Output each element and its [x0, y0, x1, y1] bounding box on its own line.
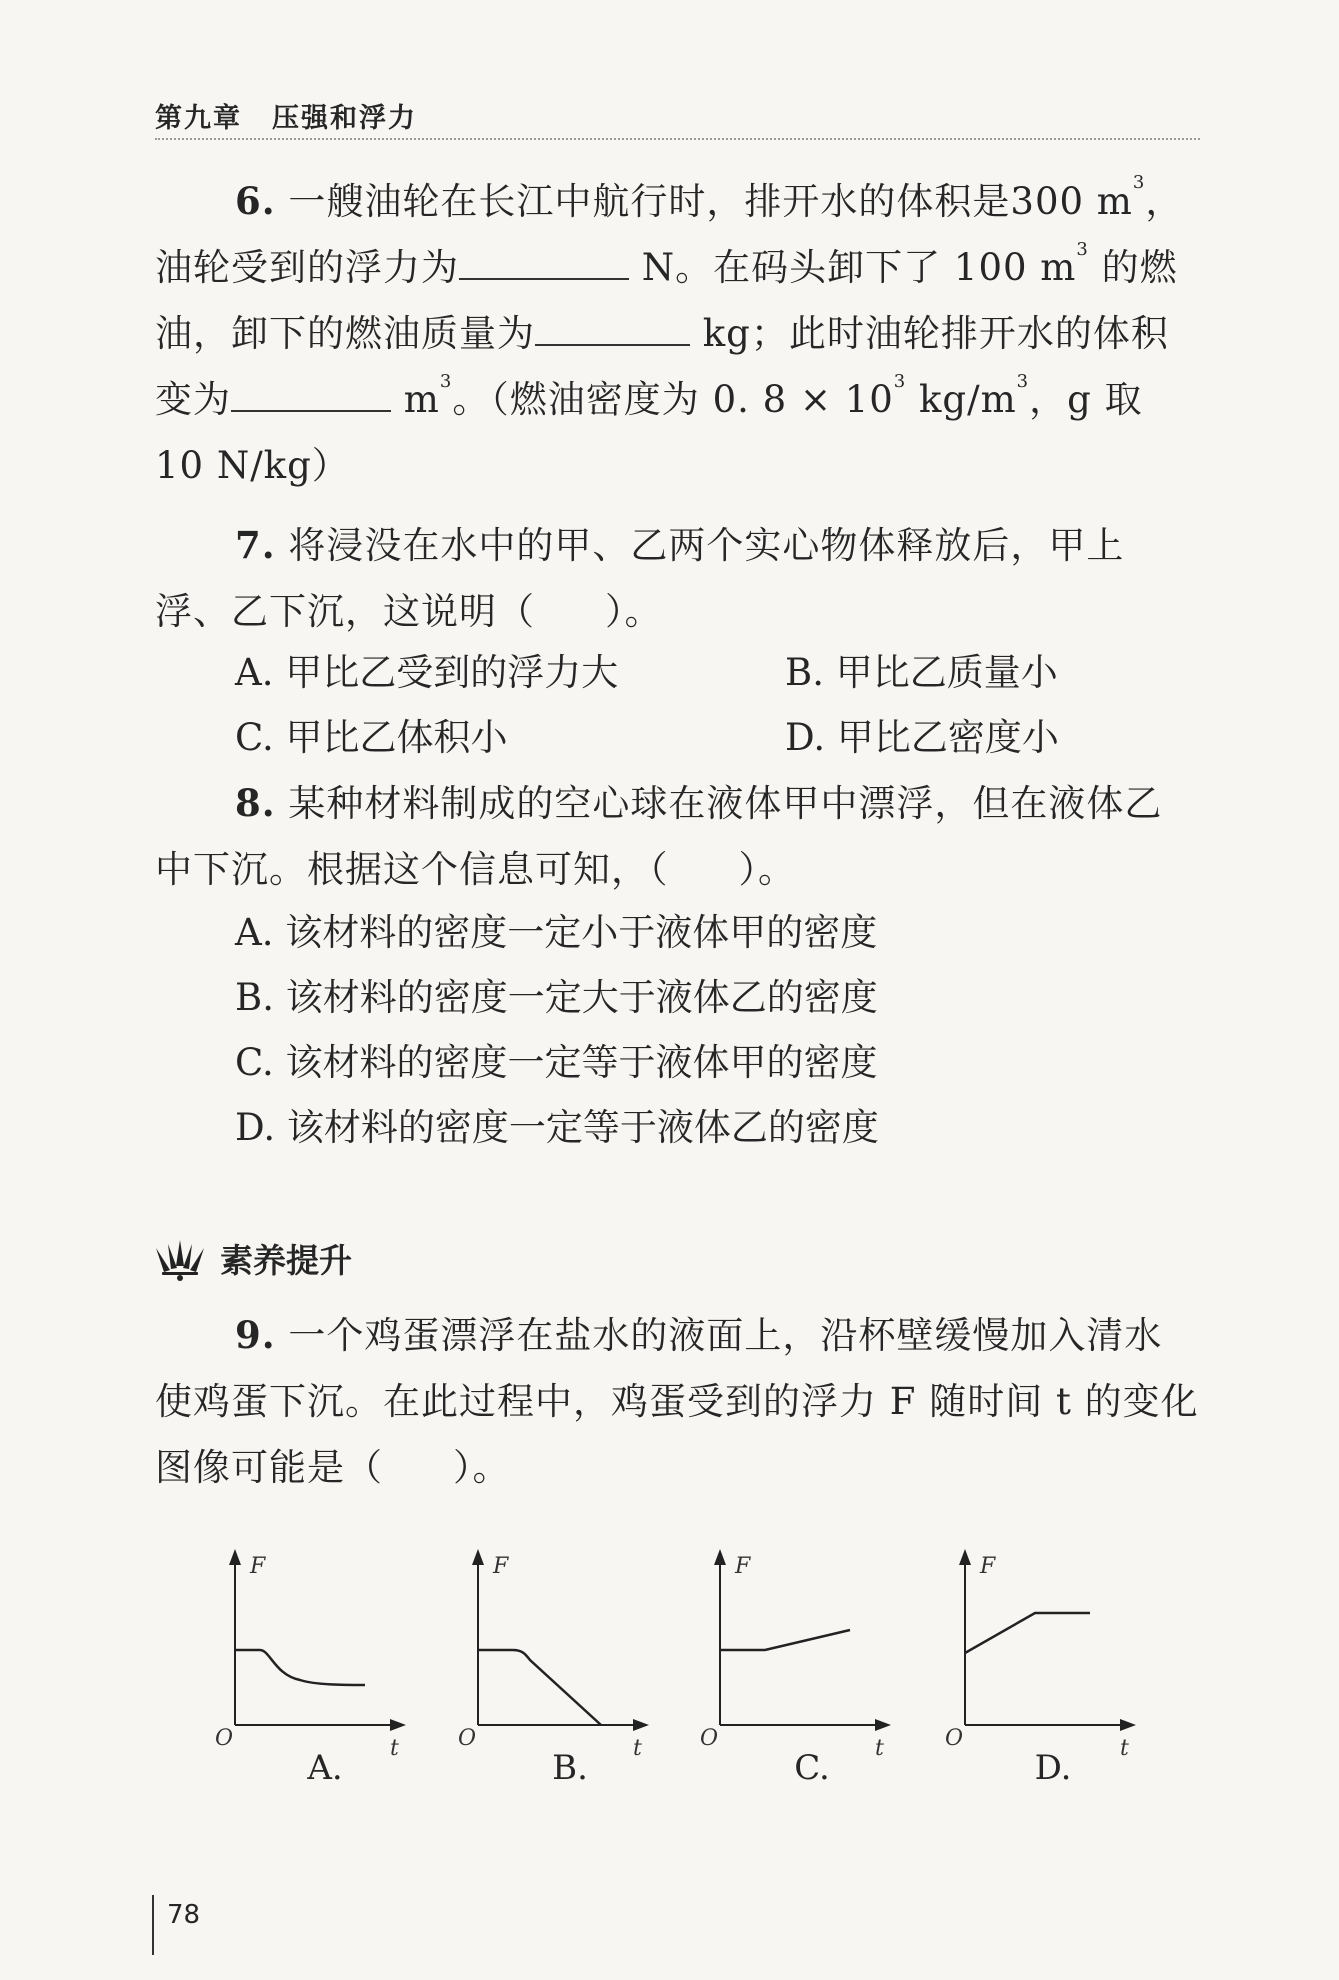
chapter-title: 压强和浮力 [272, 103, 417, 134]
question-8 [155, 770, 1200, 903]
question-number: 9. [235, 1313, 276, 1357]
graph-c [690, 1545, 890, 1761]
question-6 [155, 168, 1200, 499]
q6-text: kg/m [906, 378, 1017, 421]
q7-text: 将浸没在水中的甲、乙两个实心物体释放后，甲上浮、乙下沉，这说明（ [155, 524, 1125, 633]
q6-text: N。在码头卸下了 100 m [629, 246, 1077, 289]
q8-option-b[interactable]: B. 该材料的密度一定大于液体乙的密度 [235, 976, 878, 1019]
graph-label-b[interactable]: B. [552, 1748, 588, 1788]
q8-end: ）。 [738, 848, 796, 891]
q6-text: ，油轮受到的浮力为 [155, 180, 1184, 289]
origin-label: O [700, 1726, 719, 1751]
q7-option-c[interactable]: C. 甲比乙体积小 [235, 716, 508, 759]
q8-text: 某种材料制成的空心球在液体甲中漂浮，但在液体乙中下沉。根据这个信息可知，（ [155, 782, 1163, 891]
q8-option-c[interactable]: C. 该材料的密度一定等于液体甲的密度 [235, 1041, 878, 1084]
q6-text: 的燃油，卸下的燃油质量为 [155, 246, 1178, 355]
y-axis-label: F [250, 1554, 266, 1579]
origin-label: O [458, 1726, 477, 1751]
superscript: 3 [439, 371, 453, 392]
y-axis-label: F [980, 1554, 996, 1579]
section-heading [150, 1235, 352, 1282]
y-axis-label: F [735, 1554, 751, 1579]
page-number: 78 [167, 1900, 201, 1930]
x-axis-label: t [633, 1736, 642, 1761]
q6-text: m [391, 378, 440, 421]
x-axis-label: t [875, 1736, 884, 1761]
q8-option-a[interactable]: A. 该材料的密度一定小于液体甲的密度 [235, 911, 878, 954]
y-axis-label: F [493, 1554, 509, 1579]
q6-text: 。（燃油密度为 0. 8 × 10 [452, 378, 894, 421]
superscript: 3 [893, 371, 907, 392]
q6-text: kg；此时油轮排开水的体积变为 [155, 312, 1169, 421]
page-number-bar [152, 1895, 154, 1955]
question-number: 6. [235, 179, 276, 223]
chapter-header [155, 96, 417, 135]
graph-b [448, 1545, 648, 1761]
q6-text: ，g 取 10 N/kg） [155, 378, 1143, 487]
q9-end: ）。 [453, 1446, 511, 1489]
q7-end: ）。 [605, 590, 663, 633]
q8-option-d[interactable]: D. 该材料的密度一定等于液体乙的密度 [235, 1106, 879, 1149]
x-axis-label: t [1120, 1736, 1129, 1761]
q7-option-d[interactable]: D. 甲比乙密度小 [785, 716, 1059, 759]
superscript: 3 [1132, 172, 1146, 193]
q7-option-b[interactable]: B. 甲比乙质量小 [785, 651, 1058, 694]
superscript: 3 [1076, 239, 1089, 260]
x-axis-label: t [390, 1736, 399, 1761]
chapter-number: 第九章 [155, 103, 242, 134]
graph-label-a[interactable]: A. [307, 1748, 343, 1788]
answer-blank[interactable] [231, 370, 391, 412]
question-9 [155, 1302, 1200, 1501]
q9-text: 一个鸡蛋漂浮在盐水的液面上，沿杯壁缓慢加入清水使鸡蛋下沉。在此过程中，鸡蛋受到的浮力 F 随时间 t 的变化图像可能是（ [155, 1314, 1199, 1489]
section-title: 素养提升 [220, 1241, 352, 1280]
graph-a [205, 1545, 405, 1761]
graph-label-d[interactable]: D. [1034, 1748, 1072, 1788]
origin-label: O [215, 1726, 234, 1751]
question-number: 8. [235, 781, 276, 825]
graph-label-c[interactable]: C. [794, 1748, 830, 1788]
question-7 [155, 512, 1200, 645]
q6-text: 一艘油轮在长江中航行时，排开水的体积是300 m [288, 180, 1133, 223]
answer-blank[interactable] [535, 304, 690, 346]
header-divider [155, 138, 1200, 140]
graph-d [935, 1545, 1135, 1761]
q7-option-a[interactable]: A. 甲比乙受到的浮力大 [235, 651, 619, 694]
crown-icon [150, 1236, 210, 1282]
origin-label: O [945, 1726, 964, 1751]
superscript: 3 [1016, 371, 1030, 392]
answer-blank[interactable] [459, 238, 629, 280]
question-number: 7. [235, 523, 276, 567]
